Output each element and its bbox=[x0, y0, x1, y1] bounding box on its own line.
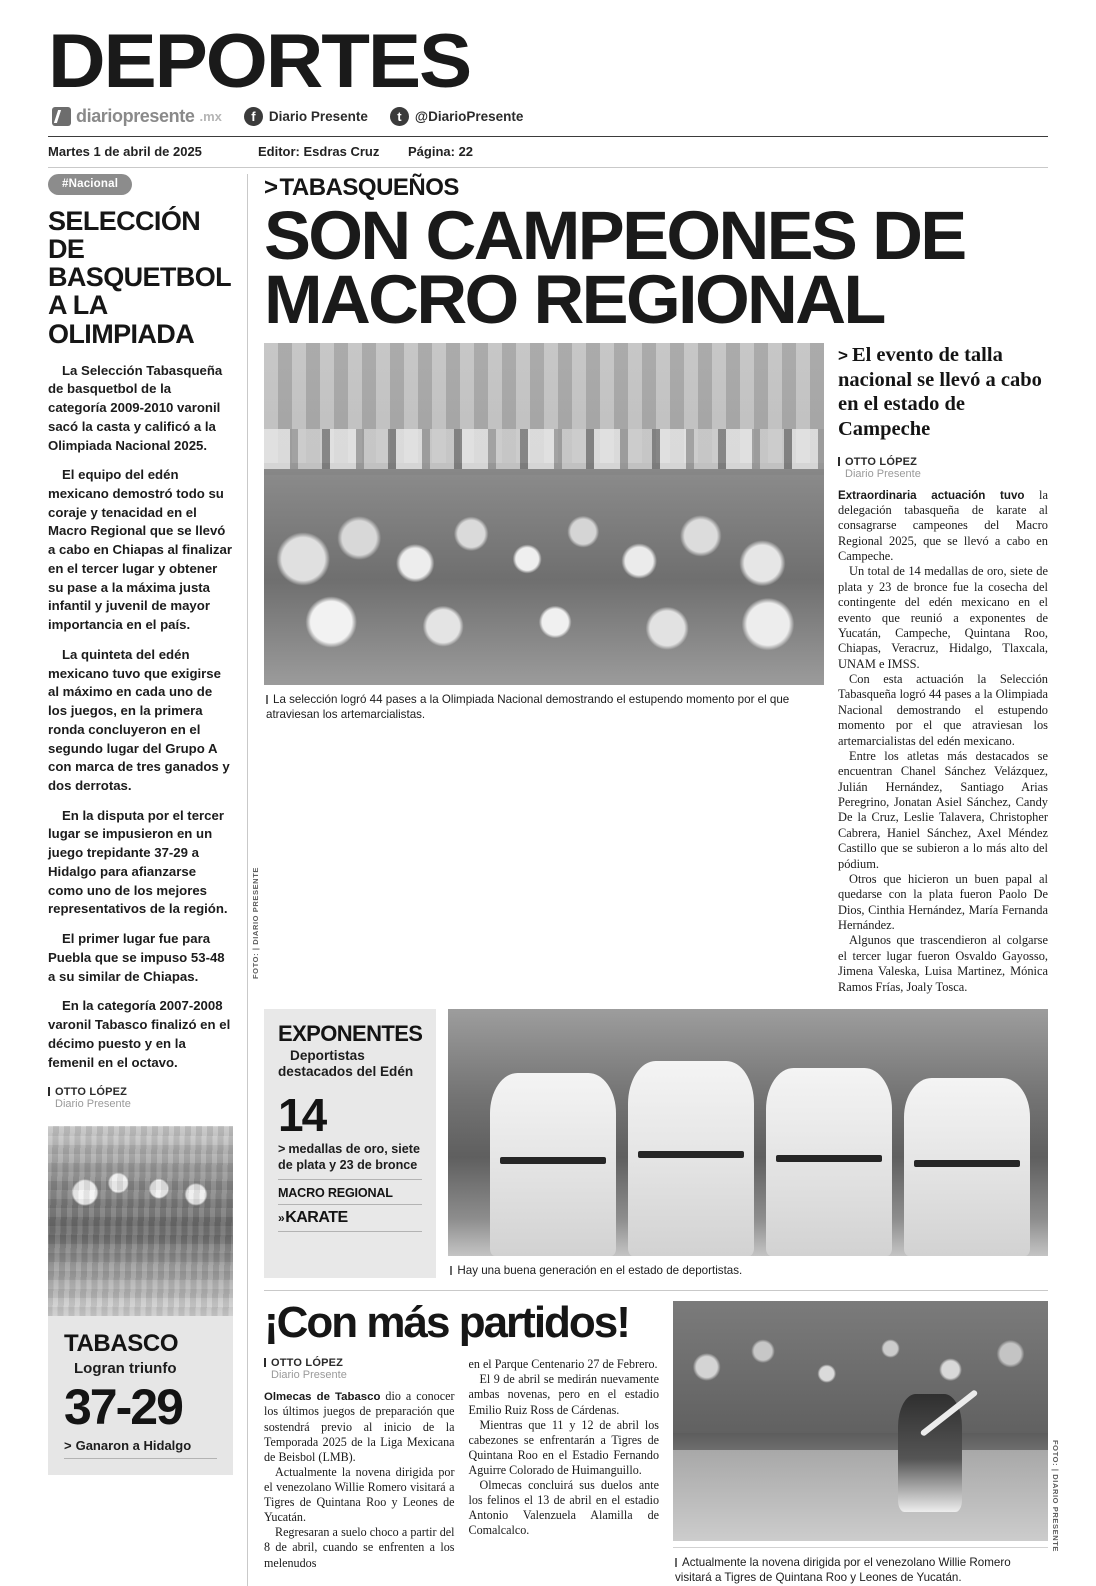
photo-field-layer bbox=[673, 1450, 1048, 1541]
hero-photo-block bbox=[251, 343, 824, 995]
byline-organization: Diario Presente bbox=[271, 1369, 347, 1382]
lead-bold-text: Extraordinaria actuación tuvo bbox=[838, 488, 1025, 502]
bottom-story-body-1 bbox=[264, 1389, 455, 1570]
score-card bbox=[48, 1126, 233, 1475]
chevron-right-icon: > bbox=[838, 346, 848, 366]
sidebar-byline bbox=[48, 1086, 233, 1110]
headline-line-2: MACRO REGIONAL bbox=[264, 260, 884, 338]
karate-team-group-photo bbox=[264, 343, 824, 685]
main-headline bbox=[264, 197, 1064, 338]
sidebar-column bbox=[48, 174, 248, 1586]
dateline-bar bbox=[48, 144, 1048, 159]
headline-line-1: SON CAMPEONES DE bbox=[264, 197, 965, 275]
photo-flags-layer bbox=[264, 429, 824, 469]
sidebar-paragraph: El primer lugar fue para Puebla que se impuso 53-48 a su similar de Chiapas. bbox=[48, 931, 225, 984]
bottom-story-byline bbox=[264, 1357, 455, 1381]
stats-title: EXPONENTES bbox=[278, 1020, 423, 1046]
lead-rest-text: la delegación tabasqueña de karate al consagrarse campeones del Macro Regional 2025, que se llevó a cabo en Campeche. bbox=[838, 487, 1048, 563]
score-card-subtitle: Logran triunfo bbox=[74, 1360, 177, 1378]
bottom-story-column-1 bbox=[264, 1357, 455, 1570]
right-rail bbox=[838, 343, 1048, 995]
bottom-story-headline: ¡Con más partidos! bbox=[264, 1298, 629, 1348]
bottom-paragraph: en el Parque Centenario 27 de Febrero. bbox=[468, 1357, 658, 1372]
bottom-photo-block bbox=[673, 1301, 1060, 1586]
sidebar-paragraph: La quinteta del edén mexicano tuvo que exigirse al máximo en cada uno de los juegos, en la primera ronda concluyeron en el segundo lugar del Grupo A con marca de tres ganados y dos derrotas. bbox=[48, 646, 230, 793]
lead-rest-text: dio a conocer los últimos juegos de preparación que sostendrá previo al inicio de la Temporada 2025 de la Liga Mexicana de Beisbol (LMB). bbox=[264, 1389, 455, 1464]
byline-organization: Diario Presente bbox=[845, 467, 921, 480]
sidebar-paragraph: El equipo del edén mexicano demostró todo su coraje y tenacidad en el Macro Regional que se llevó a cabo en Chiapas al finalizar en el tercer lugar y obtener su pase a la máxima justa infantil y juvenil de mayor importancia en el país. bbox=[48, 467, 232, 633]
bottom-story-column-2 bbox=[469, 1357, 660, 1570]
masthead-social-bar bbox=[52, 106, 1048, 127]
kicker-text: TABASQUEÑOS bbox=[279, 174, 459, 202]
facebook-label: Diario Presente bbox=[268, 109, 368, 125]
stats-number: 14 bbox=[278, 1088, 326, 1141]
editor-name: Editor: Esdras Cruz bbox=[258, 144, 380, 160]
sidebar-paragraph: La Selección Tabasqueña de basquetbol de la categoría 2009-2010 varonil sacó la casta y calificó a la Olimpiada Nacional 2025. bbox=[48, 362, 223, 453]
bottom-photo-credit: FOTO: | DIARIO PRESENTE bbox=[1051, 1439, 1060, 1552]
rail-paragraph: Un total de 14 medallas de oro, siete de plata y 23 de bronce fue la cosecha del contingente del edén mexicano en el evento que reunió a exponentes de Yucatán, Campeche, Quintana Roo, Chiapas, Veracruz, Hidalgo, Tlaxcala, UNAM e IMSS. bbox=[838, 564, 1048, 671]
brand-logo[interactable] bbox=[52, 106, 222, 127]
facebook-icon: f bbox=[244, 107, 263, 126]
bottom-photo-caption: Actualmente la novena dirigida por el venezolano Willie Romero visitará a Tigres de Quintana Roo y Leones de Yucatán. bbox=[673, 1547, 1048, 1586]
karateka-figure bbox=[904, 1078, 1030, 1256]
rail-paragraph: Con esta actuación la Selección Tabasqueña logró 44 pases a la Olimpiada Nacional demostrando el estupendo momento por el que atraviesan los artemarcialistas del edén mexicano. bbox=[838, 672, 1048, 748]
karateka-figure bbox=[628, 1061, 754, 1256]
rail-paragraph: Otros que hicieron un buen papal al quedarse con la plata fueron Paolo De Dios, Cinthia Hernández, María Fernanda Hernández. bbox=[838, 871, 1048, 932]
masthead-divider bbox=[48, 136, 1048, 137]
diariopresente-logo-icon bbox=[52, 107, 71, 126]
stats-subtitle bbox=[278, 1048, 422, 1081]
main-column bbox=[248, 174, 1060, 1586]
bottom-paragraph: Mientras que 11 y 12 de abril los cabezones se enfrentarán a Tigres de Quintana Roo en el Estadio Fernando Aguirre Colorado de Huimanguillo. bbox=[468, 1417, 659, 1477]
sidebar-headline: SELECCIÓN DE BASQUETBOL A LA OLIMPIADA bbox=[48, 206, 231, 349]
score-card-note bbox=[64, 1438, 217, 1459]
brand-tld: .mx bbox=[199, 109, 222, 125]
hero-row bbox=[251, 343, 1048, 995]
chevron-right-icon: > bbox=[264, 174, 278, 202]
photo-crowd-layer bbox=[673, 1301, 1048, 1433]
bottom-lead-paragraph bbox=[264, 1389, 455, 1465]
stats-description bbox=[278, 1141, 422, 1180]
basketball-team-photo bbox=[48, 1126, 233, 1316]
rail-paragraph: Entre los atletas más destacados se encuentran Chanel Sánchez Velázquez, Julián Hernández, Santiago Arias Peregrino, Jonatan Asiel Sánchez, Candy De la Cruz, Leslie Talavera, Christopher Cabrera, Haniel Sánchez, Axel Méndez Castillo que se subieron a lo más alto del pódium. bbox=[838, 748, 1048, 871]
twitter-icon: t bbox=[390, 107, 409, 126]
brand-name: diariopresente bbox=[76, 106, 195, 127]
lead-bold-text: Olmecas de Tabasco bbox=[264, 1391, 381, 1404]
chevron-right-icon: > bbox=[64, 1437, 72, 1453]
bottom-story-text-block bbox=[264, 1298, 659, 1586]
stats-description-text: medallas de oro, siete de plata y 23 de bronce bbox=[278, 1141, 420, 1173]
stats-subtitle-line2: destacados del Edén bbox=[278, 1064, 414, 1080]
byline-author: OTTO LÓPEZ bbox=[48, 1086, 233, 1098]
karateka-figure bbox=[766, 1068, 892, 1256]
rail-subheadline-text: El evento de talla nacional se llevó a cabo en el estado de Campeche bbox=[838, 344, 1042, 440]
score-card-team: TABASCO bbox=[64, 1330, 179, 1358]
stats-and-photo-row bbox=[264, 1009, 1048, 1278]
byline-organization: Diario Presente bbox=[55, 1098, 131, 1111]
twitter-label: @DiarioPresente bbox=[414, 109, 524, 125]
twitter-link[interactable] bbox=[390, 107, 523, 126]
rail-subheadline bbox=[838, 343, 1048, 441]
chevron-right-icon: > bbox=[278, 1141, 286, 1156]
stats-event-label: MACRO REGIONAL bbox=[278, 1180, 422, 1205]
score-card-note-text: Ganaron a Hidalgo bbox=[75, 1437, 192, 1453]
score-card-score: 37-29 bbox=[64, 1379, 182, 1436]
secondary-photo-caption: Hay una buena generación en el estado de deportistas. bbox=[448, 1256, 1048, 1278]
facebook-link[interactable] bbox=[244, 107, 368, 126]
stats-sport-label bbox=[278, 1205, 422, 1232]
bottom-paragraph: Actualmente la novena dirigida por el venezolano Willie Romero visitará a Tigres de Quintana Roo y Leones de Yucatán. bbox=[264, 1464, 455, 1525]
photo-people-layer bbox=[264, 475, 824, 685]
stats-box bbox=[264, 1009, 436, 1278]
category-tag[interactable]: #Nacional bbox=[48, 174, 132, 195]
byline-author: OTTO LÓPEZ bbox=[838, 456, 1048, 468]
karateka-figure bbox=[490, 1073, 616, 1256]
bottom-story-body-2 bbox=[469, 1357, 660, 1538]
bottom-story-columns bbox=[264, 1357, 659, 1570]
stats-sport-text: KARATE bbox=[285, 1208, 348, 1226]
bottom-paragraph: El 9 de abril se medirán nuevamente ambas novenas, pero en el estadio Emilio Ruiz Ross de Cárdenas. bbox=[468, 1372, 659, 1417]
karatekas-photo bbox=[448, 1009, 1048, 1256]
bottom-story-divider bbox=[264, 1290, 1048, 1291]
sidebar-article-body bbox=[48, 362, 233, 1073]
rail-paragraph: Algunos que trascendieron al colgarse el tercer lugar fueron Osvaldo Gayosso, Jimena Valeska, Luisa Martinez, Mónica Ramos Frías, Joaly Tosca. bbox=[838, 933, 1048, 994]
section-title: DEPORTES bbox=[48, 19, 471, 104]
hero-photo-credit: FOTO: | DIARIO PRESENTE bbox=[251, 866, 260, 979]
bottom-paragraph: Olmecas concluirá sus duelos ante los felinos el 13 de abril en el estadio Antonio Valenzuela Alamilla de Comalcalco. bbox=[468, 1478, 659, 1538]
bottom-story bbox=[264, 1298, 1060, 1586]
page-number: Página: 22 bbox=[408, 144, 474, 160]
stats-subtitle-line1: Deportistas bbox=[290, 1047, 365, 1063]
bottom-paragraph: Regresaran a suelo choco a partir del 8 de abril, cuando se enfrenten a los melenudos bbox=[264, 1525, 455, 1570]
masthead bbox=[0, 0, 1096, 127]
secondary-photo-block bbox=[448, 1009, 1048, 1278]
rail-byline bbox=[838, 456, 1048, 480]
publication-date: Martes 1 de abril de 2025 bbox=[48, 144, 202, 160]
chevron-double-right-icon: » bbox=[278, 1210, 285, 1225]
rail-lead-paragraph bbox=[838, 488, 1048, 565]
rail-article-body bbox=[838, 488, 1048, 995]
baseball-game-photo bbox=[673, 1301, 1048, 1541]
dateline-divider bbox=[48, 167, 1048, 168]
hero-photo-caption: La selección logró 44 pases a la Olimpiada Nacional demostrando el estupendo momento por el que atraviesan los artemarcialistas. bbox=[264, 685, 824, 723]
sidebar-paragraph: En la categoría 2007-2008 varonil Tabasco finalizó en el décimo puesto y en la femenil en el octavo. bbox=[48, 998, 231, 1070]
sidebar-paragraph: En la disputa por el tercer lugar se impusieron en un juego trepidante 37-29 a Hidalgo para afianzarse como uno de los mejores representativos de la región. bbox=[48, 807, 228, 917]
page-content bbox=[48, 174, 1060, 1586]
byline-author: OTTO LÓPEZ bbox=[264, 1357, 455, 1369]
